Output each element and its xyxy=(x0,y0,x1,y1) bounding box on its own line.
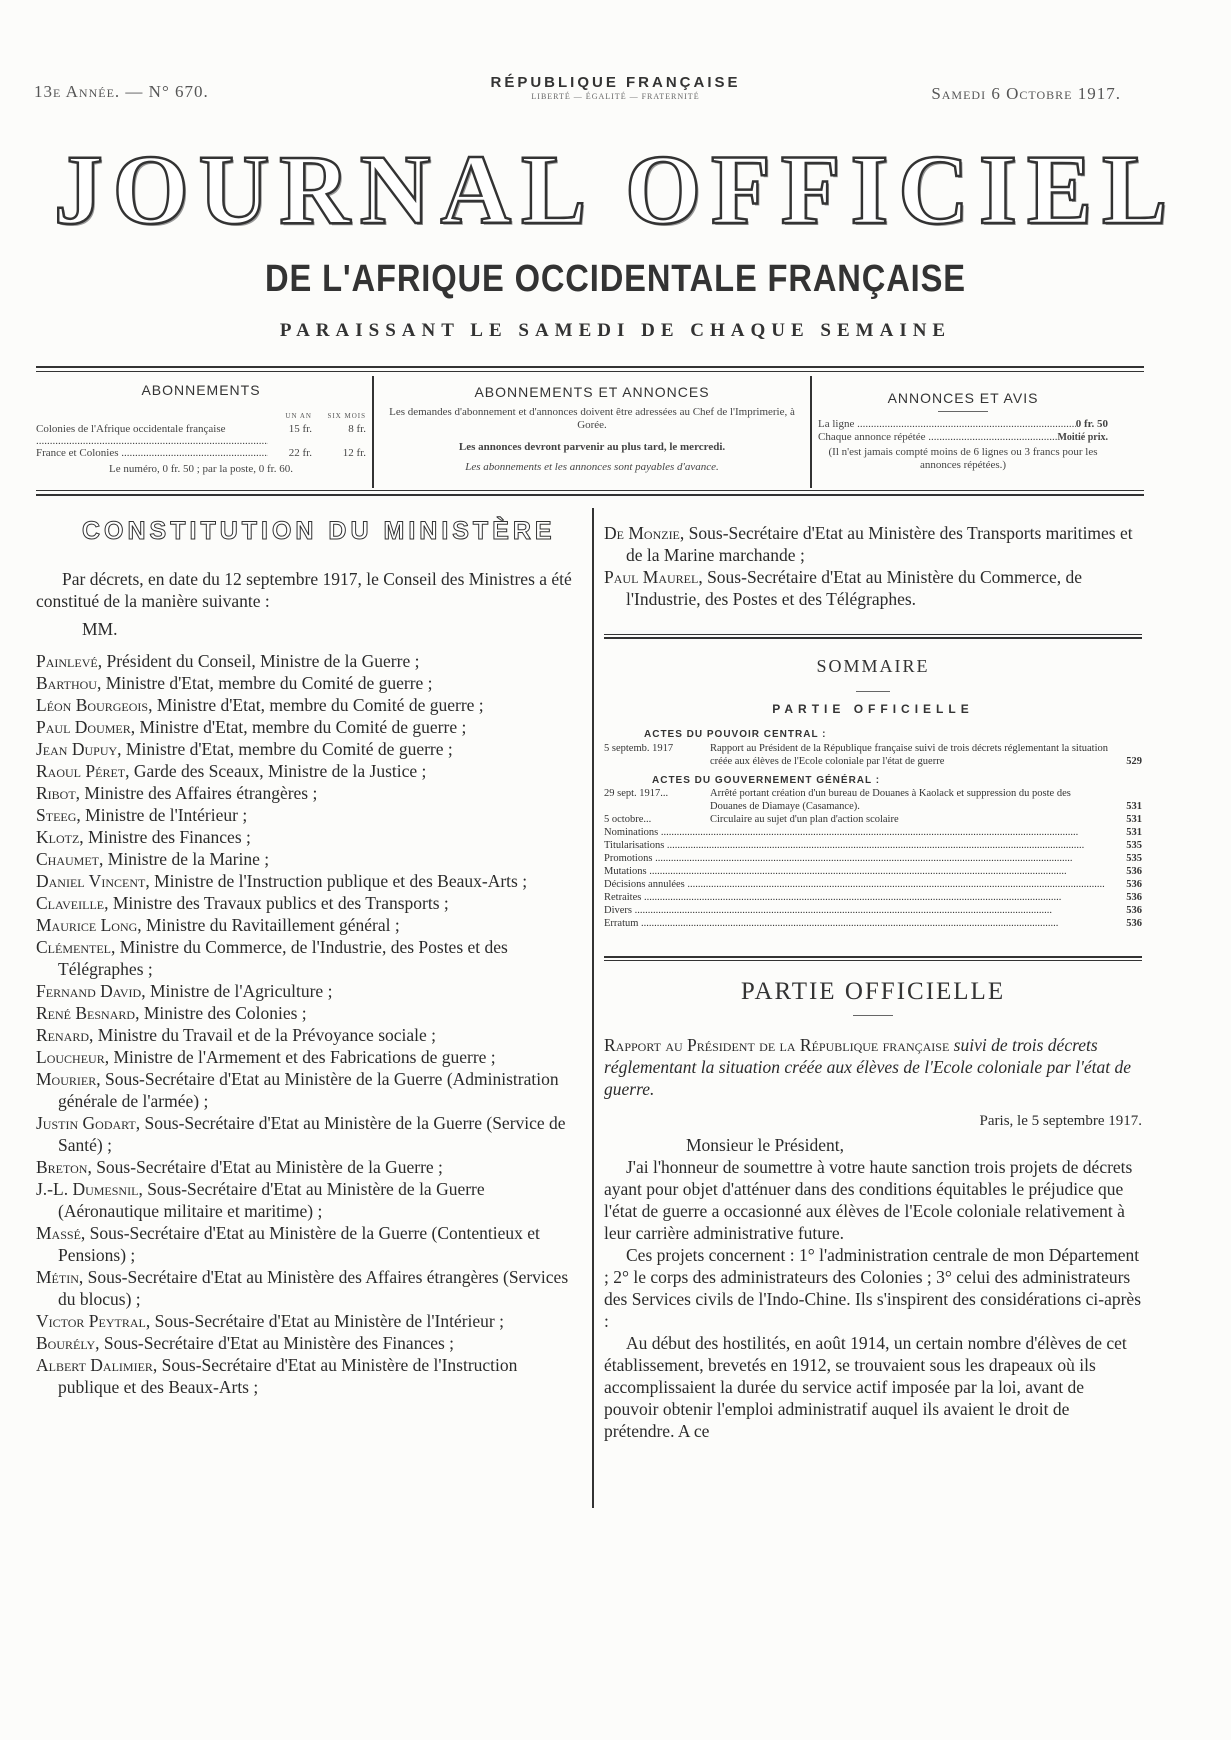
box-divider-1 xyxy=(372,376,374,488)
annonces-avis-heading: ANNONCES ET AVIS xyxy=(887,390,1039,406)
sommaire-item: Promotions ..... 535 xyxy=(604,852,1142,865)
minister-role: , Ministre de l'Instruction publique et des Beaux-Arts ; xyxy=(145,871,528,891)
minister-role: , Sous-Secrétaire d'Etat au Ministère de la Guerre (Administration générale de l'armée) ; xyxy=(58,1069,559,1111)
minister-name: Albert Dalimier xyxy=(36,1355,153,1375)
sommaire-item: Nominations ..... 531 xyxy=(604,826,1142,839)
minister-role: , Sous-Secrétaire d'Etat au Ministère de la Guerre (Aéronautique militaire et maritime) ; xyxy=(58,1179,485,1221)
minister-role: , Sous-Secrétaire d'Etat au Ministère du Commerce, de l'Industrie, des Postes et des Télégraphes. xyxy=(626,567,1082,609)
minister-role: , Sous-Secrétaire d'Etat au Ministère des Transports maritimes et de la Marine marchande ; xyxy=(626,523,1133,565)
sommaire-partie: PARTIE OFFICIELLE xyxy=(772,702,974,716)
minister-role: , Sous-Secrétaire d'Etat au Ministère de la Guerre (Service de Santé) ; xyxy=(58,1113,566,1155)
minister-list xyxy=(36,650,580,1398)
minister-name: Bourély xyxy=(36,1333,96,1353)
minister-entry xyxy=(36,936,580,980)
minister-entry xyxy=(36,1332,580,1354)
annonces-line-1: Les demandes d'abonnement et d'annonces doivent être adressées au Chef de l'Imprimerie, à Gorée. xyxy=(389,406,795,431)
minister-name: Raoul Péret xyxy=(36,761,126,781)
minister-name: Steeg xyxy=(36,805,77,825)
minister-name: Loucheur xyxy=(36,1047,105,1067)
minister-entry xyxy=(36,804,580,826)
minister-name: J.-L. Dumesnil xyxy=(36,1179,139,1199)
minister-entry xyxy=(36,848,580,870)
right-column xyxy=(604,522,1142,1442)
sommaire-rule-thick xyxy=(604,637,1142,639)
rapport-body xyxy=(604,1156,1142,1442)
left-column xyxy=(36,517,580,1398)
numero-price: Le numéro, 0 fr. 50 ; par la poste, 0 fr. 60. xyxy=(109,463,293,475)
mm-label: MM. xyxy=(82,619,118,639)
minister-entry xyxy=(36,760,580,782)
minister-entry xyxy=(36,1068,580,1112)
top-rule-thin xyxy=(36,371,1144,372)
minister-name: Klotz xyxy=(36,827,80,847)
issue-number: 13e Année. — N° 670. xyxy=(34,82,209,101)
minister-name: Renard xyxy=(36,1025,90,1045)
minister-role: , Sous-Secrétaire d'Etat au Ministère de la Guerre ; xyxy=(87,1157,443,1177)
minister-entry xyxy=(36,738,580,760)
minister-role: , Ministre d'Etat, membre du Comité de guerre ; xyxy=(148,695,484,715)
minister-role: , Ministre d'Etat, membre du Comité de guerre ; xyxy=(130,717,467,737)
minister-role: , Garde des Sceaux, Ministre de la Justice ; xyxy=(125,761,427,781)
sommaire-item: Erratum ..... 536 xyxy=(604,917,1142,930)
minister-role: , Sous-Secrétaire d'Etat au Ministère des Affaires étrangères (Services du blocus) ; xyxy=(58,1267,569,1309)
minister-name: Daniel Vincent xyxy=(36,871,146,891)
minister-role: , Ministre du Ravitaillement général ; xyxy=(137,915,400,935)
minister-role: , Ministre de l'Armement et des Fabrications de guerre ; xyxy=(104,1047,496,1067)
sommaire-item: Retraites ..... 536 xyxy=(604,891,1142,904)
minister-role: , Ministre de l'Intérieur ; xyxy=(76,805,248,825)
minister-role: , Ministre d'Etat, membre du Comité de guerre ; xyxy=(96,673,433,693)
minister-name: Fernand David xyxy=(36,981,142,1001)
minister-role: , Président du Conseil, Ministre de la Guerre ; xyxy=(97,651,420,671)
minister-entry xyxy=(604,522,1142,566)
minister-role: , Sous-Secrétaire d'Etat au Ministère de l'Intérieur ; xyxy=(145,1311,504,1331)
box-bottom-rule-thick xyxy=(36,494,1144,496)
col-un-an: UN AN xyxy=(285,412,312,420)
actes-gouv-heading: ACTES DU GOUVERNEMENT GÉNÉRAL : xyxy=(652,775,881,786)
minister-entry xyxy=(36,782,580,804)
minister-entry xyxy=(36,1024,580,1046)
minister-role: , Sous-Secrétaire d'Etat au Ministère de l'Instruction publique et des Beaux-Arts ; xyxy=(58,1355,518,1397)
abonnements-box xyxy=(36,382,366,476)
sommaire-block xyxy=(604,728,1142,930)
minister-role: , Ministre du Commerce, de l'Industrie, des Postes et des Télégraphes ; xyxy=(58,937,508,979)
minister-name: Barthou xyxy=(36,673,97,693)
minister-entry xyxy=(36,1178,580,1222)
minister-name: Ribot xyxy=(36,783,76,803)
partie-rule xyxy=(604,960,1142,961)
rate-row: France et Colonies ..... 22 fr. 12 fr. xyxy=(36,447,366,460)
minister-name: De Monzie xyxy=(604,523,680,543)
minister-role: , Ministre des Finances ; xyxy=(79,827,251,847)
minister-entry xyxy=(36,672,580,694)
actes-central-heading: ACTES DU POUVOIR CENTRAL : xyxy=(644,729,827,740)
minister-name: Chaumet xyxy=(36,849,100,869)
avis-row: La ligne ..... 0 fr. 50 xyxy=(818,418,1108,431)
minister-entry xyxy=(36,1310,580,1332)
col-six-mois: SIX MOIS xyxy=(327,412,366,420)
rapport-title: Rapport au Président de la République française suivi de trois décrets réglementant la situation créée aux élèves de l'Ecole coloniale par l'état de guerre. xyxy=(604,1035,1131,1099)
sommaire-rule xyxy=(604,634,1142,635)
journal-subtitle: DE L'AFRIQUE OCCIDENTALE FRANÇAISE xyxy=(265,258,966,300)
minister-entry xyxy=(604,566,1142,610)
minister-entry xyxy=(36,1266,580,1310)
partie-officielle-heading: PARTIE OFFICIELLE xyxy=(740,978,1006,1005)
minister-name: Claveille xyxy=(36,893,105,913)
minister-name: Léon Bourgeois xyxy=(36,695,149,715)
abonnements-annonces-box xyxy=(380,384,804,474)
avis-note: (Il n'est jamais compté moins de 6 lignes ou 3 francs pour les annonces répétées.) xyxy=(828,446,1098,471)
minister-entry xyxy=(36,980,580,1002)
sommaire-item: Décisions annulées ..... 536 xyxy=(604,878,1142,891)
minister-entry xyxy=(36,1222,580,1266)
minister-role: , Ministre de l'Agriculture ; xyxy=(141,981,333,1001)
minister-list-continued xyxy=(604,522,1142,610)
sommaire-entry: 29 sept. 1917... Arrêté portant création d'un bureau de Douanes à Kaolack et suppression du poste des Douanes de Diamaye (Casamance). 531 xyxy=(604,788,1142,812)
minister-name: Justin Godart xyxy=(36,1113,136,1133)
minister-name: Maurice Long xyxy=(36,915,138,935)
journal-title: JOURNAL OFFICIEL xyxy=(53,134,1178,245)
minister-role: , Sous-Secrétaire d'Etat au Ministère des Finances ; xyxy=(95,1333,455,1353)
minister-name: Jean Dupuy xyxy=(36,739,118,759)
minister-role: , Ministre des Travaux publics et des Transports ; xyxy=(104,893,449,913)
minister-name: René Besnard xyxy=(36,1003,136,1023)
box-bottom-rule xyxy=(36,490,1144,491)
minister-name: Paul Maurel xyxy=(604,567,699,587)
heading-underline xyxy=(938,411,988,412)
sommaire-entry: 5 octobre... Circulaire au sujet d'un plan d'action scolaire 531 xyxy=(604,814,1142,825)
rapport-salutation: Monsieur le Président, xyxy=(686,1135,844,1155)
minister-role: , Ministre d'Etat, membre du Comité de guerre ; xyxy=(117,739,453,759)
avis-row: Chaque annonce répétée ..... Moitié prix. xyxy=(818,431,1108,444)
minister-entry xyxy=(36,694,580,716)
annonces-line-2: Les annonces devront parvenir au plus tard, le mercredi. xyxy=(458,441,726,453)
abonnements-heading: ABONNEMENTS xyxy=(141,382,261,398)
minister-entry xyxy=(36,826,580,848)
minister-entry xyxy=(36,1156,580,1178)
minister-role: , Ministre de la Marine ; xyxy=(99,849,270,869)
minister-entry xyxy=(36,1112,580,1156)
box-divider-2 xyxy=(810,376,812,488)
constitution-intro: Par décrets, en date du 12 septembre 1917, le Conseil des Ministres a été constitué de la manière suivante : xyxy=(36,569,572,611)
minister-entry xyxy=(36,892,580,914)
minister-name: Massé xyxy=(36,1223,81,1243)
issue-date: Samedi 6 Octobre 1917. xyxy=(931,84,1121,103)
minister-entry xyxy=(36,650,580,672)
annonces-line-3: Les abonnements et les annonces sont payables d'avance. xyxy=(465,461,719,473)
minister-name: Paul Doumer xyxy=(36,717,131,737)
minister-entry xyxy=(36,1002,580,1024)
top-rule xyxy=(36,366,1144,368)
minister-entry xyxy=(36,1354,580,1398)
sommaire-heading: SOMMAIRE xyxy=(816,656,930,676)
minister-entry xyxy=(36,914,580,936)
minister-name: Breton xyxy=(36,1157,88,1177)
minister-name: Métin xyxy=(36,1267,79,1287)
rapport-paragraph: Au début des hostilités, en août 1914, un certain nombre d'élèves de cet établissement, brevetés en 1912, se trouvaient sous les drapeaux où ils accomplissaient la durée du service actif imposée par la loi, avant de pouvoir obtenir l'emploi administratif auquel ils avaient le droit de prétendre. A ce xyxy=(604,1333,1127,1441)
column-divider xyxy=(592,508,594,1508)
sommaire-entry: 5 septemb. 1917 Rapport au Président de la République française suivi de trois décrets réglementant la situation créée aux élèves de l'Ecole coloniale par l'état de guerre 529 xyxy=(604,743,1142,767)
republic-motto: LIBERTÉ — ÉGALITÉ — FRATERNITÉ xyxy=(531,92,700,101)
annonces-avis-box xyxy=(818,390,1108,472)
periodicity: PARAISSANT LE SAMEDI DE CHAQUE SEMAINE xyxy=(279,320,952,341)
minister-role: , Sous-Secrétaire d'Etat au Ministère de la Guerre (Contentieux et Pensions) ; xyxy=(58,1223,540,1265)
sommaire-item: Titularisations ..... 535 xyxy=(604,839,1142,852)
minister-name: Victor Peytral xyxy=(36,1311,146,1331)
minister-entry xyxy=(36,1046,580,1068)
minister-name: Mourier xyxy=(36,1069,97,1089)
minister-name: Painlevé xyxy=(36,651,98,671)
rapport-dateline: Paris, le 5 septembre 1917. xyxy=(979,1113,1142,1129)
rapport-paragraph: J'ai l'honneur de soumettre à votre haute sanction trois projets de décrets ayant pour objet d'atténuer dans des conditions équitables le préjudice que l'état de guerre a occasionné aux élèves de l'Ecole coloniale relativement à leur carrière administrative future. xyxy=(604,1157,1133,1243)
minister-role: , Ministre du Travail et de la Prévoyance sociale ; xyxy=(89,1025,437,1045)
rate-row: Colonies de l'Afrique occidentale française ..... 15 fr. 8 fr. xyxy=(36,423,366,447)
republic-label: RÉPUBLIQUE FRANÇAISE xyxy=(490,74,741,91)
rapport-paragraph: Ces projets concernent : 1° l'administration centrale de mon Département ; 2° le corps des administrateurs des Colonies ; 3° celui des administrateurs des Services civils de l'Indo-Chine. Ils s'inspirent des considérations ci-après : xyxy=(604,1245,1142,1331)
partie-rule-thick xyxy=(604,956,1142,958)
minister-role: , Ministre des Affaires étrangères ; xyxy=(75,783,318,803)
sommaire-item: Mutations ..... 536 xyxy=(604,865,1142,878)
constitution-heading: CONSTITUTION DU MINISTÈRE xyxy=(82,517,556,545)
abonnements-annonces-heading: ABONNEMENTS ET ANNONCES xyxy=(474,384,710,400)
sommaire-divider xyxy=(856,691,890,692)
minister-entry xyxy=(36,870,580,892)
minister-entry xyxy=(36,716,580,738)
minister-role: , Ministre des Colonies ; xyxy=(135,1003,307,1023)
sommaire-item: Divers ..... 536 xyxy=(604,904,1142,917)
minister-name: Clémentel xyxy=(36,937,111,957)
partie-divider xyxy=(853,1015,893,1016)
